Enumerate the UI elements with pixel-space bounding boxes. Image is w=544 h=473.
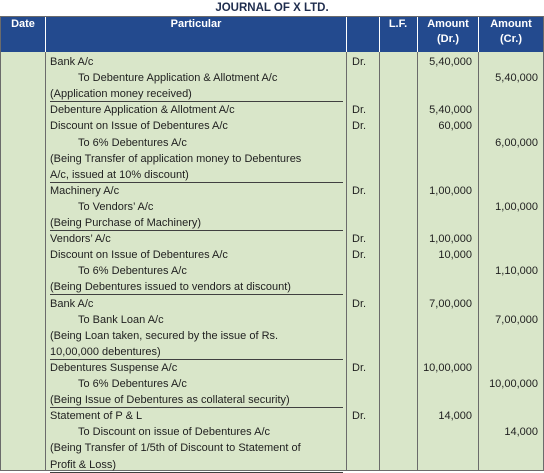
header-amount-cr <box>479 17 543 52</box>
particular-text: Debentures Suspense A/c <box>50 361 178 374</box>
table-row <box>1 263 543 279</box>
credit-amount: 1,00,000 <box>495 200 538 213</box>
header-particular: Particular <box>170 18 222 30</box>
particular-text: To 6% Debentures A/c <box>78 265 187 278</box>
particular-text: To Bank Loan A/c <box>78 313 164 326</box>
particular-text: 10,00,000 debentures) <box>50 344 343 360</box>
header-amount-dr-label: Amount <box>427 18 469 30</box>
table-row <box>1 54 543 70</box>
credit-amount: 14,000 <box>504 426 538 439</box>
table-row <box>1 199 543 215</box>
debit-amount: 60,000 <box>438 120 472 133</box>
table-row <box>1 279 543 295</box>
dr-marker: Dr. <box>352 361 367 374</box>
dr-marker: Dr. <box>352 297 367 310</box>
table-row <box>1 102 543 118</box>
header-amount-dr-sub: (Dr.) <box>437 33 459 45</box>
particular-text: (Being Transfer of 1/5th of Discount to Statement of <box>50 442 301 455</box>
debit-amount: 5,40,000 <box>429 56 472 68</box>
table-row <box>1 296 543 312</box>
credit-amount: 1,10,000 <box>495 265 538 278</box>
table-row <box>1 183 543 199</box>
particular-text: A/c, issued at 10% discount) <box>50 167 343 183</box>
debit-amount: 14,000 <box>438 410 472 423</box>
particular-text: Profit & Loss) <box>50 457 343 473</box>
table-row <box>1 392 543 408</box>
table-row <box>1 86 543 102</box>
table-row <box>1 360 543 376</box>
particular-text: To 6% Debentures A/c <box>78 136 187 149</box>
table-row <box>1 151 543 167</box>
header-amount-dr <box>418 17 478 52</box>
table-header <box>1 17 543 52</box>
table-row <box>1 408 543 424</box>
debit-amount: 1,00,000 <box>429 233 472 246</box>
particular-text: (Being Debentures issued to vendors at discount) <box>50 279 343 295</box>
table-row <box>1 118 543 134</box>
table-row <box>1 215 543 231</box>
particular-text: (Being Issue of Debentures as collateral security) <box>50 392 343 408</box>
particular-text: Statement of P & L <box>50 410 143 423</box>
dr-marker: Dr. <box>352 184 367 197</box>
dr-marker: Dr. <box>352 104 367 117</box>
debit-amount: 5,40,000 <box>429 104 472 117</box>
particular-text: Machinery A/c <box>50 184 120 197</box>
table-row <box>1 312 543 328</box>
dr-marker: Dr. <box>352 249 367 262</box>
particular-text: (Being Transfer of application money to Debentures <box>50 152 302 165</box>
particular-text: To Discount on issue of Debentures A/c <box>78 426 270 439</box>
particular-text: (Being Purchase of Machinery) <box>50 215 343 231</box>
particular-text: Discount on Issue of Debentures A/c <box>50 249 228 262</box>
header-amount-cr-sub: (Cr.) <box>500 33 522 45</box>
table-row <box>1 457 543 473</box>
table-row <box>1 344 543 360</box>
debit-amount: 1,00,000 <box>429 184 472 197</box>
particular-text: (Application money received) <box>50 86 343 102</box>
table-row <box>1 424 543 440</box>
header-lf: L.F. <box>388 18 408 30</box>
dr-marker: Dr. <box>352 233 367 246</box>
table-row <box>1 70 543 86</box>
dr-marker: Dr. <box>352 410 367 423</box>
debit-amount: 10,000 <box>438 249 472 262</box>
particular-text: Debenture Application & Allotment A/c <box>50 104 235 117</box>
credit-amount: 6,00,000 <box>495 136 538 149</box>
particular-text: Vendors’ A/c <box>50 233 111 246</box>
particular-text: Bank A/c <box>50 56 94 68</box>
particular-text: (Being Loan taken, secured by the issue of Rs. <box>50 329 279 342</box>
dr-marker: Dr. <box>352 120 367 133</box>
debit-amount: 10,00,000 <box>423 361 472 374</box>
table-row <box>1 376 543 392</box>
credit-amount: 10,00,000 <box>489 378 538 390</box>
credit-amount: 5,40,000 <box>495 72 538 85</box>
credit-amount: 7,00,000 <box>495 313 538 326</box>
header-amount-cr-label: Amount <box>490 18 532 30</box>
particular-text: Discount on Issue of Debentures A/c <box>50 120 228 133</box>
dr-marker: Dr. <box>352 56 367 68</box>
journal-title: JOURNAL OF X LTD. <box>215 2 329 14</box>
table-row <box>1 328 543 344</box>
particular-text: Bank A/c <box>50 297 94 310</box>
header-date: Date <box>11 18 35 30</box>
table-row <box>1 135 543 151</box>
table-row <box>1 247 543 263</box>
debit-amount: 7,00,000 <box>429 297 472 310</box>
particular-text: To Vendors’ A/c <box>78 200 154 213</box>
table-row <box>1 231 543 247</box>
particular-text: To Debenture Application & Allotment A/c <box>78 72 278 85</box>
table-row <box>1 440 543 456</box>
table-row <box>1 167 543 183</box>
particular-text: To 6% Debentures A/c <box>78 378 187 390</box>
journal-table <box>0 16 544 471</box>
